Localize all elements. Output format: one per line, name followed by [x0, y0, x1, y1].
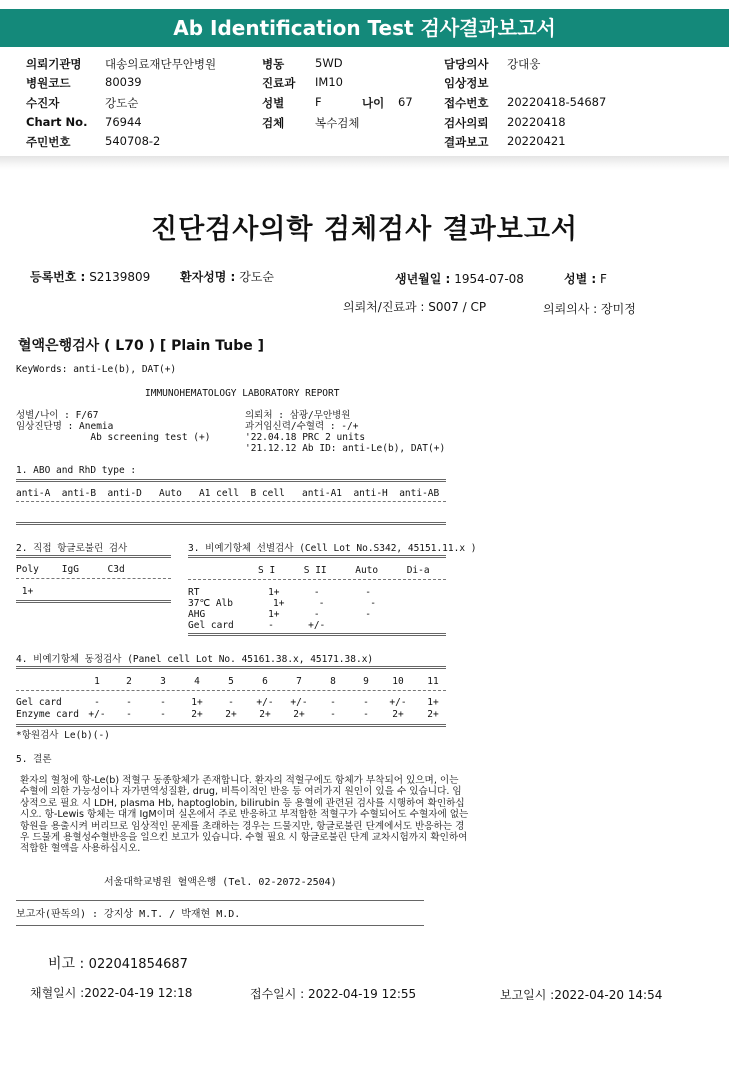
screening-bottom-rule: [188, 633, 446, 636]
rrn-label: 주민번호: [26, 135, 71, 149]
abo-mid-rule: [16, 501, 446, 502]
abo-top-rule: [16, 479, 446, 482]
patient-clinical-block: 성별/나이 : F/67 임상진단명 : Anemia Ab screening test (+): [16, 410, 211, 443]
report-sex-value: F: [600, 272, 607, 286]
gel-card-cell-10: +/-: [389, 697, 407, 708]
antigen-test-note: *항원검사 Le(b)(-): [16, 730, 110, 741]
screening-top-rule: [188, 555, 446, 558]
header-divider: [0, 156, 729, 170]
gel-card-cell-1: -: [94, 697, 100, 708]
patient-info: [180, 268, 274, 285]
patient-label: 환자성명 :: [180, 270, 236, 284]
screening-rows: RT 1+ - - 37℃ Alb 1+ - - AHG 1+ - - Gel card - +/-: [188, 587, 376, 631]
gel-card-cell-11: 1+: [427, 697, 439, 708]
report-date-label: 결과보고: [444, 135, 489, 149]
dat-section-title: 2. 직접 항글로불린 검사: [16, 543, 128, 554]
receiver-value: 강도순: [105, 96, 139, 110]
blood-bank-contact: 서울대학교병원 혈액은행 (Tel. 02-2072-2504): [104, 877, 337, 888]
lab-report-title: IMMUNOHEMATOLOGY LABORATORY REPORT: [145, 388, 340, 399]
reporter-line: 보고자(판독의) : 강지상 M.T. / 박재현 M.D.: [16, 909, 241, 920]
accession-value: 20220418-54687: [507, 95, 607, 109]
reporter-bottom-rule: [16, 925, 424, 926]
panel-col-header-6: 6: [262, 676, 268, 687]
dob-label: 생년월일 :: [395, 272, 451, 286]
abo-header: anti-A anti-B anti-D Auto A1 cell B cell anti-A1 anti-H anti-AB: [16, 488, 440, 499]
screening-section-title: 3. 비예기항체 선별검사 (Cell Lot No.S342, 45151.11.x ): [188, 543, 477, 554]
gel-card-label: Gel card: [16, 697, 62, 708]
specimen-value: 복수검체: [315, 116, 360, 130]
enzyme-card-cell-7: 2+: [293, 709, 305, 720]
hospital-value: 대송의료재단무안병원: [105, 57, 217, 71]
panel-col-header-5: 5: [228, 676, 234, 687]
sex-value: F: [315, 95, 322, 109]
panel-col-header-3: 3: [160, 676, 166, 687]
conclusion-text: 환자의 혈청에 항-Le(b) 적혈구 동종항체가 존재합니다. 환자의 적혈구에도 항체가 부착되어 있으며, 이는 수혈에 의한 가능성이나 자가면역성질환, drug, 비특이적인 반응 등 여러가지 원인이 있을 수 있습니다. 임상적으로 필요 시 LDH, plasma Hb, haptoglobin, bilirubin 등 용혈에 관련된 검사를 시행하여 확인하십시오. 항-Lewis 항체는 대개 IgM이며 실온에서 주로 반응하고 부적합한 적혈구가 수혈되어도 수혈자에 없는 항원을 용출시켜 버리므로 임상적인 문제를 초래하는 경우는 드물지만, 항글로불린 단계에서도 반응하는 경우 드물게 용혈성수혈반응을 일으킨 보고가 있습니다. 수혈 필요 시 항글로불린 단계 교차시험까지 확인하여 적합한 혈액을 사용하십시오.: [20, 775, 469, 855]
ward-value: 5WD: [315, 56, 343, 70]
chart-label: Chart No.: [26, 115, 88, 129]
clinical-label: 임상정보: [444, 76, 489, 90]
enzyme-card-cell-8: -: [330, 709, 336, 720]
gel-card-cell-7: +/-: [290, 697, 308, 708]
panel-col-header-1: 1: [94, 676, 100, 687]
dept-label: 진료과: [262, 76, 296, 90]
rrn-value: 540708-2: [105, 134, 161, 148]
accession-label: 접수번호: [444, 96, 489, 110]
reg-value: S2139809: [89, 270, 151, 284]
abo-section-title: 1. ABO and RhD type :: [16, 465, 137, 476]
report-title: 진단검사의학 검체검사 결과보고서: [150, 214, 579, 245]
receiver-label: 수진자: [26, 96, 60, 110]
doctor-label: 담당의사: [444, 57, 489, 71]
dat-header: Poly IgG C3d: [16, 564, 125, 575]
panel-col-header-11: 11: [427, 676, 439, 687]
sex-label: 성별: [262, 96, 285, 110]
abo-bottom-rule: [16, 522, 446, 525]
registration-info: [30, 268, 150, 285]
panel-col-header-7: 7: [296, 676, 302, 687]
specimen-label: 검체: [262, 116, 285, 130]
requesting-doctor: 의뢰의사 : 장미정: [543, 302, 636, 316]
section-title: 혈액은행검사 ( L70 ) [ Plain Tube ]: [18, 338, 265, 354]
panel-col-header-4: 4: [194, 676, 200, 687]
enzyme-card-cell-3: -: [160, 709, 166, 720]
dob-value: 1954-07-08: [454, 272, 524, 286]
referral-history-block: 의뢰처 : 삼광/무안병원 과거임신력/수혈력 : -/+ '22.04.18 PRC 2 units '21.12.12 Ab ID: anti-Le(b), DAT(+): [245, 410, 446, 454]
gel-card-cell-5: -: [228, 697, 234, 708]
note-line: [48, 953, 188, 973]
panel-col-header-10: 10: [392, 676, 404, 687]
age-label: 나이: [362, 96, 385, 110]
gel-card-cell-4: 1+: [191, 697, 203, 708]
enzyme-card-cell-9: -: [363, 709, 369, 720]
report-sex-label: 성별 :: [564, 272, 597, 286]
code-label: 병원코드: [26, 76, 71, 90]
conclusion-title: 5. 결론: [16, 754, 52, 765]
dat-value: 1+: [16, 586, 34, 597]
collection-time: 채혈일시 :2022-04-19 12:18: [30, 986, 193, 1000]
enzyme-card-cell-1: +/-: [88, 709, 106, 720]
gel-card-cell-2: -: [126, 697, 132, 708]
code-value: 80039: [105, 75, 142, 89]
request-label: 검사의뢰: [444, 116, 489, 130]
report-time: 보고일시 :2022-04-20 14:54: [500, 988, 663, 1002]
patient-value: 강도순: [239, 270, 274, 284]
reg-label: 등록번호 :: [30, 270, 86, 284]
enzyme-card-cell-2: -: [126, 709, 132, 720]
enzyme-card-cell-5: 2+: [225, 709, 237, 720]
panel-bottom-rule: [16, 724, 446, 727]
enzyme-card-cell-6: 2+: [259, 709, 271, 720]
enzyme-card-cell-4: 2+: [191, 709, 203, 720]
age-value: 67: [398, 95, 413, 109]
panel-col-header-9: 9: [363, 676, 369, 687]
gel-card-cell-6: +/-: [256, 697, 274, 708]
panel-section-title: 4. 비예기항체 동정검사 (Panel cell Lot No. 45161.38.x, 45171.38.x): [16, 654, 374, 665]
reporter-top-rule: [16, 900, 424, 901]
enzyme-card-label: Enzyme card: [16, 709, 79, 720]
screening-header: S I S II Auto Di-a: [258, 565, 430, 576]
gel-card-cell-8: -: [330, 697, 336, 708]
chart-value: 76944: [105, 115, 142, 129]
dept-line: 의뢰처/진료과 : S007 / CP: [343, 300, 487, 314]
note-label: 비고 :: [48, 956, 85, 972]
dat-top-rule: [16, 555, 171, 558]
gel-card-cell-3: -: [160, 697, 166, 708]
panel-mid-rule: [16, 690, 446, 691]
screening-mid-rule: [188, 579, 446, 580]
sex-info: [564, 270, 607, 287]
hospital-label: 의뢰기관명: [26, 57, 82, 71]
enzyme-card-cell-11: 2+: [427, 709, 439, 720]
doctor-value: 강대웅: [507, 57, 541, 71]
panel-top-rule: [16, 666, 446, 669]
panel-col-header-8: 8: [330, 676, 336, 687]
enzyme-card-cell-10: 2+: [392, 709, 404, 720]
report-banner-title: Ab Identification Test 검사결과보고서: [0, 9, 729, 47]
gel-card-cell-9: -: [363, 697, 369, 708]
header-info-panel: [0, 50, 729, 154]
dat-bottom-rule: [16, 600, 171, 603]
note-value: 022041854687: [88, 957, 188, 972]
keywords: KeyWords: anti-Le(b), DAT(+): [16, 364, 177, 375]
request-value: 20220418: [507, 115, 566, 129]
dat-mid-rule: [16, 578, 171, 579]
dob-info: [395, 270, 524, 287]
receipt-time: 접수일시 : 2022-04-19 12:55: [250, 987, 417, 1001]
ward-label: 병동: [262, 57, 285, 71]
panel-col-header-2: 2: [126, 676, 132, 687]
report-date-value: 20220421: [507, 134, 566, 148]
dept-value: IM10: [315, 75, 343, 89]
